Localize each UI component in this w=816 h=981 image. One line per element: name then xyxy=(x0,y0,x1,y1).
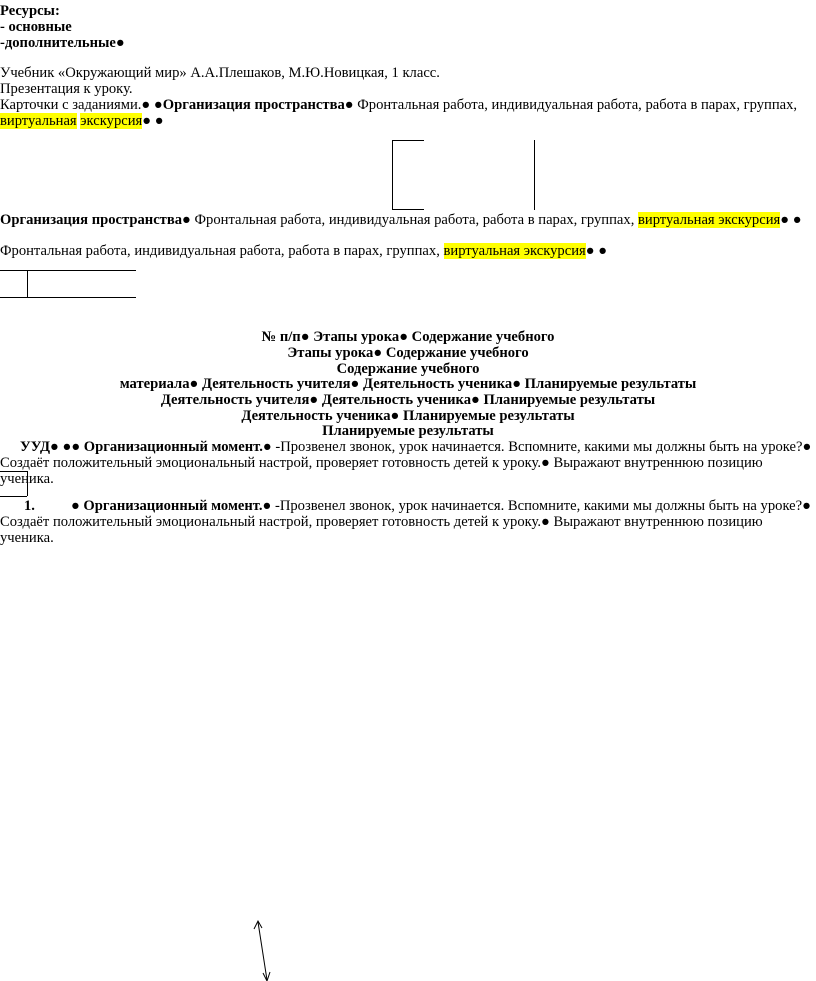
bullet-icon: ● xyxy=(598,243,608,259)
forms-line: Фронтальная работа, индивидуальная работа, работа в парах, группах, виртуальная экскурсия● ● xyxy=(0,243,608,259)
frame-line xyxy=(392,140,424,141)
bullet-icon: ● xyxy=(154,113,164,129)
table-header-2: Этапы урока● Содержание учебного xyxy=(287,345,529,361)
arrow-icon xyxy=(250,918,280,981)
highlight: виртуальная xyxy=(0,113,77,129)
bullet-icon: ● xyxy=(141,97,151,113)
frame-line xyxy=(534,140,535,210)
bullet-icon: ● xyxy=(142,113,152,129)
table-header-4: материала● Деятельность учителя● Деятельность ученика● Планируемые результаты xyxy=(119,376,697,392)
presentation-line: Презентация к уроку. xyxy=(0,81,133,97)
bullet-icon: ● xyxy=(780,212,790,228)
cards-line: Карточки с заданиями.● ●Организация пространства● Фронтальная работа, индивидуальная работа, работа в парах, группах, виртуальная экскурсия● ● xyxy=(0,97,798,129)
table-border xyxy=(0,297,136,298)
resources-title: Ресурсы: xyxy=(0,3,60,19)
frame-line xyxy=(392,209,424,210)
table-border xyxy=(0,496,27,497)
bullet-icon: ● xyxy=(585,243,595,259)
resources-extra: -дополнительные● xyxy=(0,35,125,51)
table-border xyxy=(0,270,136,271)
resources-main: - основные xyxy=(0,19,72,35)
table-header-3: Содержание учебного xyxy=(336,361,480,377)
bullet-icon: ● xyxy=(153,97,163,113)
bullet-icon: ● xyxy=(792,212,802,228)
table-header-7: Планируемые результаты xyxy=(322,423,494,439)
bullet-icon: ● xyxy=(115,35,125,51)
table-header-6: Деятельность ученика● Планируемые результаты xyxy=(241,408,575,424)
highlight: экскурсия xyxy=(80,113,143,129)
bullet-icon: ● xyxy=(344,97,354,113)
org-space-line: Организация пространства● Фронтальная работа, индивидуальная работа, работа в парах, группах, виртуальная экскурсия● ● xyxy=(0,212,802,228)
uud-paragraph: УУД● ●● Организационный момент.● -Прозвенел звонок, урок начинается. Вспомните, какими мы должны быть на уроке?● Создаёт положительный эмоциональный настрой, проверяет готовность детей к уроку.● Выражают внутреннюю позицию ученика. xyxy=(0,439,812,487)
table-border xyxy=(27,270,28,297)
table-border xyxy=(27,471,28,496)
textbook-line: Учебник «Окружающий мир» А.А.Плешаков, М.Ю.Новицкая, 1 класс. xyxy=(0,65,440,81)
table-header-1: № п/п● Этапы урока● Содержание учебного xyxy=(261,329,555,345)
item1-paragraph: 1. ● Организационный момент.● -Прозвенел звонок, урок начинается. Вспомните, какими мы должны быть на уроке?● Создаёт положительный эмоциональный настрой, проверяет готовность детей к уроку.● Выражают внутреннюю позицию ученика. xyxy=(0,498,811,546)
highlight: виртуальная экскурсия xyxy=(443,243,586,259)
table-header-5: Деятельность учителя● Деятельность ученика● Планируемые результаты xyxy=(160,392,656,408)
table-border xyxy=(0,471,27,472)
highlight: виртуальная экскурсия xyxy=(638,212,781,228)
frame-line xyxy=(392,140,393,210)
bullet-icon: ● xyxy=(182,212,191,228)
